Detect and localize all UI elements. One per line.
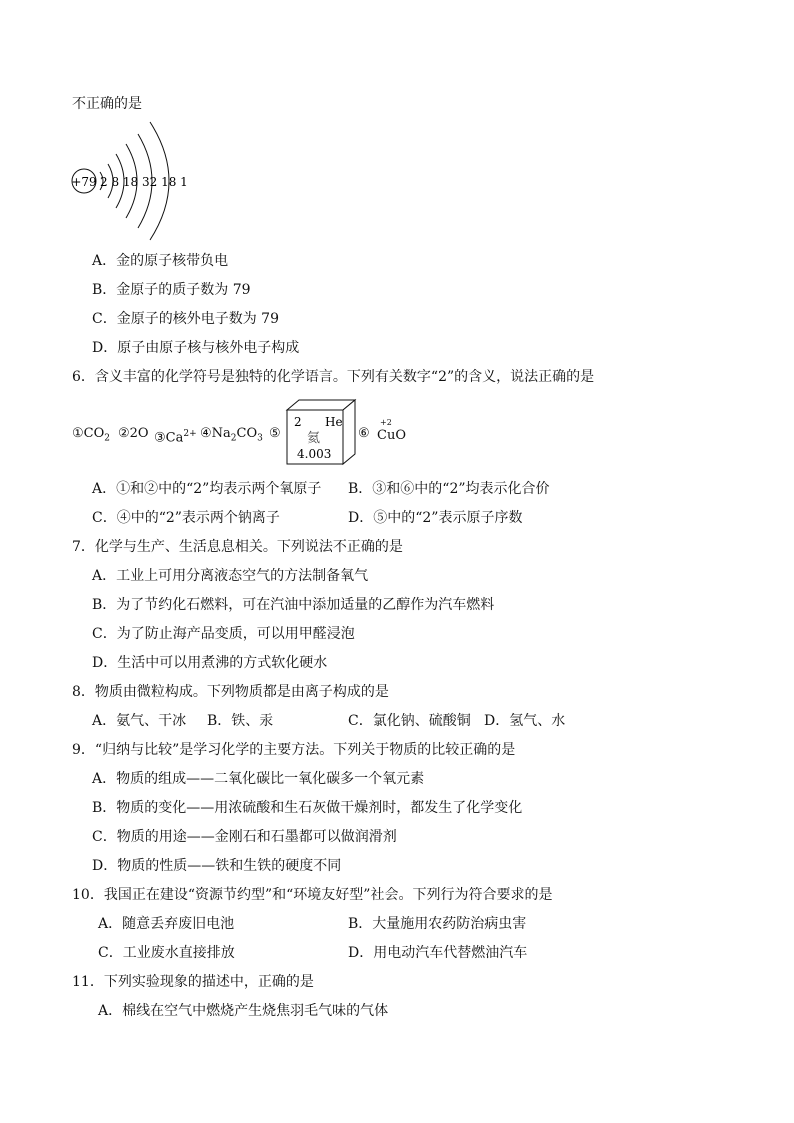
q8-option-b: B．铁、汞 [207,713,274,729]
q9-option-d: D．物质的性质——铁和生铁的硬度不同 [92,858,342,874]
q11-option-a: A．棉线在空气中燃烧产生烧焦羽毛气味的气体 [98,1003,389,1019]
q6-symbol-5-marker: ⑤ [269,426,281,441]
q10-stem: 10．我国正在建设“资源节约型”和“环境友好型”社会。下列行为符合要求的是 [72,887,553,903]
atomic-mass: 4.003 [297,447,332,461]
q7-option-a: A．工业上可用分离液态空气的方法制备氧气 [92,568,369,584]
q5-option-b: B．金原子的质子数为 79 [92,282,251,298]
electron-counts: 2 8 18 32 18 1 [100,175,188,189]
q6-symbol-2: ②2O [118,426,149,441]
q5-stem-tail: 不正确的是 [72,96,142,112]
q6-option-a: A．①和②中的“2”均表示两个氧原子 [92,481,322,497]
q10-option-b: B．大量施用农药防治病虫害 [348,916,527,932]
q6-formula-cuo: CuO [377,428,406,443]
nucleus-charge: +79 [71,175,97,189]
q9-stem: 9．“归纳与比较”是学习化学的主要方法。下列关于物质的比较正确的是 [72,742,516,758]
card-side-face [343,400,355,464]
atomic-number: 2 [294,415,302,429]
q6-option-d: D．⑤中的“2”表示原子序数 [348,510,523,526]
q5-option-c: C．金原子的核外电子数为 79 [92,311,279,327]
q8-stem: 8．物质由微粒构成。下列物质都是由离子构成的是 [72,684,389,700]
helium-element-card [285,398,359,466]
q11-stem: 11．下列实验现象的描述中，正确的是 [72,974,314,990]
q6-symbol-3: $③Ca^{2+}$ [154,429,197,446]
q9-option-a: A．物质的组成——二氧化碳比一氧化碳多一个氧元素 [92,771,425,787]
element-name: 氦 [307,431,321,446]
q7-option-c: C．为了防止海产品变质，可以用甲醛浸泡 [92,626,355,642]
q10-option-d: D．用电动汽车代替燃油汽车 [348,945,528,961]
q5-option-a: A．金的原子核带负电 [92,253,229,269]
q6-option-c: C．④中的“2”表示两个钠离子 [92,510,280,526]
gold-atom-structure-diagram [66,118,196,244]
q7-stem: 7．化学与生产、生活息息相关。下列说法不正确的是 [72,539,403,555]
q8-option-c: C．氯化钠、硫酸铜 [348,713,471,729]
q6-valence-mark: +2 [380,418,392,427]
q8-option-d: D．氢气、水 [484,713,566,729]
q8-option-a: A．氨气、干冰 [92,713,187,729]
q5-option-d: D．原子由原子核与核外电子构成 [92,340,300,356]
q6-symbol-1: $①CO_2$ [72,426,110,444]
q10-option-c: C．工业废水直接排放 [98,945,235,961]
q9-option-c: C．物质的用途——金刚石和石墨都可以做润滑剂 [92,829,397,845]
q6-option-b: B．③和⑥中的“2”均表示化合价 [348,481,550,497]
q10-option-a: A．随意丢弃废旧电池 [98,916,235,932]
q6-stem: 6．含义丰富的化学符号是独特的化学语言。下列有关数字“2”的含义，说法正确的是 [72,369,595,385]
q9-option-b: B．物质的变化——用浓硫酸和生石灰做干燥剂时，都发生了化学变化 [92,800,523,816]
q7-option-d: D．生活中可以用煮沸的方式软化硬水 [92,655,328,671]
q6-symbol-4: $④Na_2CO_3$ [200,426,263,444]
q6-symbol-6-marker: ⑥ [358,426,370,441]
q7-option-b: B．为了节约化石燃料，可在汽油中添加适量的乙醇作为汽车燃料 [92,597,495,613]
element-symbol: He [325,415,343,429]
